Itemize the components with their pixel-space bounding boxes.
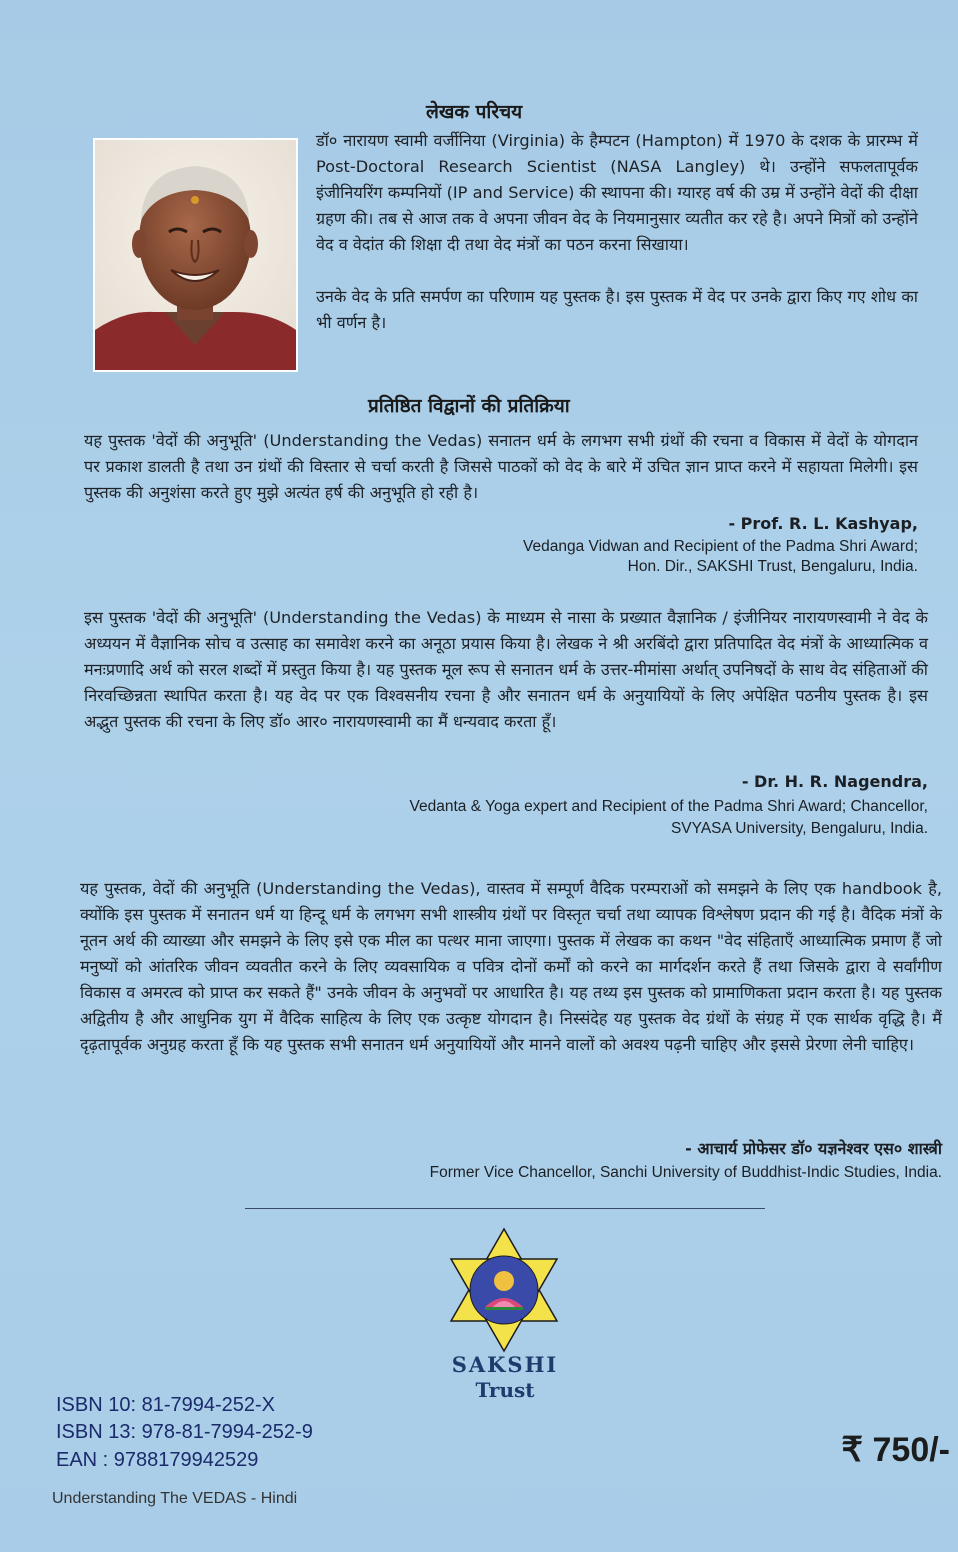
review-1-author-name: - Prof. R. L. Kashyap, xyxy=(728,514,918,533)
isbn-10: ISBN 10: 81-7994-252-X xyxy=(56,1394,276,1416)
book-price: ₹ 750/- xyxy=(841,1431,950,1469)
review-3-author-title: Former Vice Chancellor, Sanchi University of Buddhist-Indic Studies, India. xyxy=(429,1164,942,1181)
reviews-section-title: प्रतिष्ठित विद्वानों की प्रतिक्रिया xyxy=(368,395,570,417)
review-2-author-title: Vedanta & Yoga expert and Recipient of the Padma Shri Award; Chancellor, xyxy=(409,798,928,815)
sakshi-trust-logo-icon xyxy=(445,1225,563,1355)
review-1-text: यह पुस्तक 'वेदों की अनुभूति' (Understanding the Vedas) सनातन धर्म के लगभग सभी ग्रंथों की रचना व विकास में वेदों के योगदान पर प्रकाश डालती है तथा उन ग्रंथों की विस्तार से चर्चा करती है जिससे पाठकों को वेद के बारे में उचित ज्ञान प्राप्त करने में सहायता मिलेगी। इस पुस्तक की अनुशंसा करते हुए मुझे अत्यंत हर्ष की अनुभूति हो रही है। xyxy=(84,431,918,502)
review-3-text: यह पुस्तक, वेदों की अनुभूति (Understanding the Vedas), वास्तव में सम्पूर्ण वैदिक परम्पराओं को समझने के लिए एक handbook है, क्योंकि इस पुस्तक में सनातन धर्म या हिन्दू धर्म के लगभग सभी शास्त्रीय ग्रंथों पर विस्तृत चर्चा तथा व्यापक विश्लेषण प्रदान की गई है। वैदिक मंत्रों के नूतन अर्थ की व्याख्या और समझने के लिए इसे एक मील का पत्थर माना जाएगा। पुस्तक में लेखक का कथन "वेद संहिताएँ आध्यात्मिक प्रमाण हैं जो मनुष्यों को आंतरिक जीवन व्यवतीत करने के लिए व्यवसायिक व पवित्र दोनों कर्मों को करने का मार्गदर्शन करते हैं तथा जिसके द्वारा वे सर्वांगीण विकास व अमरत्व को प्राप्त कर सकते हैं" उनके जीवन के अनुभवों पर आधारित है। यह तथ्य इस पुस्तक को प्रामाणिकता प्रदान करता है। यह पुस्तक अद्वितीय है और आधुनिक युग में वैदिक साहित्य के लिए एक उत्कृष्ट योगदान है। निस्संदेह यह पुस्तक वेद ग्रंथों के संग्रह में एक सार्थक वृद्धि है। मैं दृढ़तापूर्वक अनुग्रह करता हूँ कि यह पुस्तक सभी सनातन धर्म अनुयायियों और मानने वालों को अवश्य पढ़नी चाहिए और इससे प्रेरणा लेनी चाहिए। xyxy=(80,879,942,1054)
publisher-subtitle: Trust xyxy=(475,1378,535,1402)
footer-book-title: Understanding The VEDAS - Hindi xyxy=(52,1490,298,1507)
author-bio-paragraph-2: उनके वेद के प्रति समर्पण का परिणाम यह पुस्तक है। इस पुस्तक में वेद पर उनके द्वारा किए गए शोध का भी वर्णन है। xyxy=(316,287,918,332)
review-3-author-name: - आचार्य प्रोफेसर डॉ० यज्ञनेश्वर एस० शास्त्री xyxy=(685,1139,942,1158)
section-divider xyxy=(245,1208,765,1209)
ean-code: EAN : 9788179942529 xyxy=(56,1449,259,1471)
review-2-author-name: - Dr. H. R. Nagendra, xyxy=(741,772,928,791)
author-section-title: लेखक परिचय xyxy=(426,101,523,123)
isbn-13: ISBN 13: 978-81-7994-252-9 xyxy=(56,1421,313,1443)
review-2-author-affiliation: SVYASA University, Bengaluru, India. xyxy=(670,820,928,837)
author-bio-paragraph-1: डॉ० नारायण स्वामी वर्जीनिया (Virginia) के हैम्पटन (Hampton) में 1970 के दशक के प्रारम्भ में Post-Doctoral Research Scientist (NASA Langley) थे। उन्होंने सफलतापूर्वक इंजीनियरिंग कम्पनियों (IP and Service) की स्थापना की। ग्यारह वर्ष की उम्र में उन्होंने वेदों की दीक्षा ग्रहण की। तब से आज तक वे अपना जीवन वेद के नियमानुसार व्यतीत कर रहे है। अपने मित्रों को उन्होंने वेद व वेदांत की शिक्षा दी तथा वेद मंत्रों का पठन करना सिखाया। xyxy=(316,131,918,254)
publisher-name: SAKSHI xyxy=(451,1352,559,1377)
author-photo xyxy=(93,138,298,372)
review-1-author-title: Vedanga Vidwan and Recipient of the Padma Shri Award; xyxy=(523,538,918,555)
review-1-author-affiliation: Hon. Dir., SAKSHI Trust, Bengaluru, India. xyxy=(627,558,918,575)
review-2-text: इस पुस्तक 'वेदों की अनुभूति' (Understanding the Vedas) के माध्यम से नासा के प्रख्यात वैज्ञानिक / इंजीनियर नारायणस्वामी ने वेद के अध्ययन में वैज्ञानिक सोच व उत्साह का समावेश करने का अनूठा प्रयास किया है। लेखक ने श्री अरबिंदो द्वारा प्रतिपादित वेद मंत्रों के आध्यात्मिक व मनःप्रणादि अर्थ को सरल शब्दों में प्रस्तुत किया है। यह पुस्तक मूल रूप से सनातन धर्म के उत्तर-मीमांसा अर्थात् उपनिषदों के साथ वेद संहिताओं की निरवच्छिन्नता स्थापित करता है। यह वेद पर एक विश्वसनीय रचना है और सनातन धर्म के अनुयायियों के लिए अपेक्षित पठनीय पुस्तक है। इस अद्भुत पुस्तक की रचना के लिए डॉ० आर० नारायणस्वामी का मैं धन्यवाद करता हूँ। xyxy=(84,608,928,731)
